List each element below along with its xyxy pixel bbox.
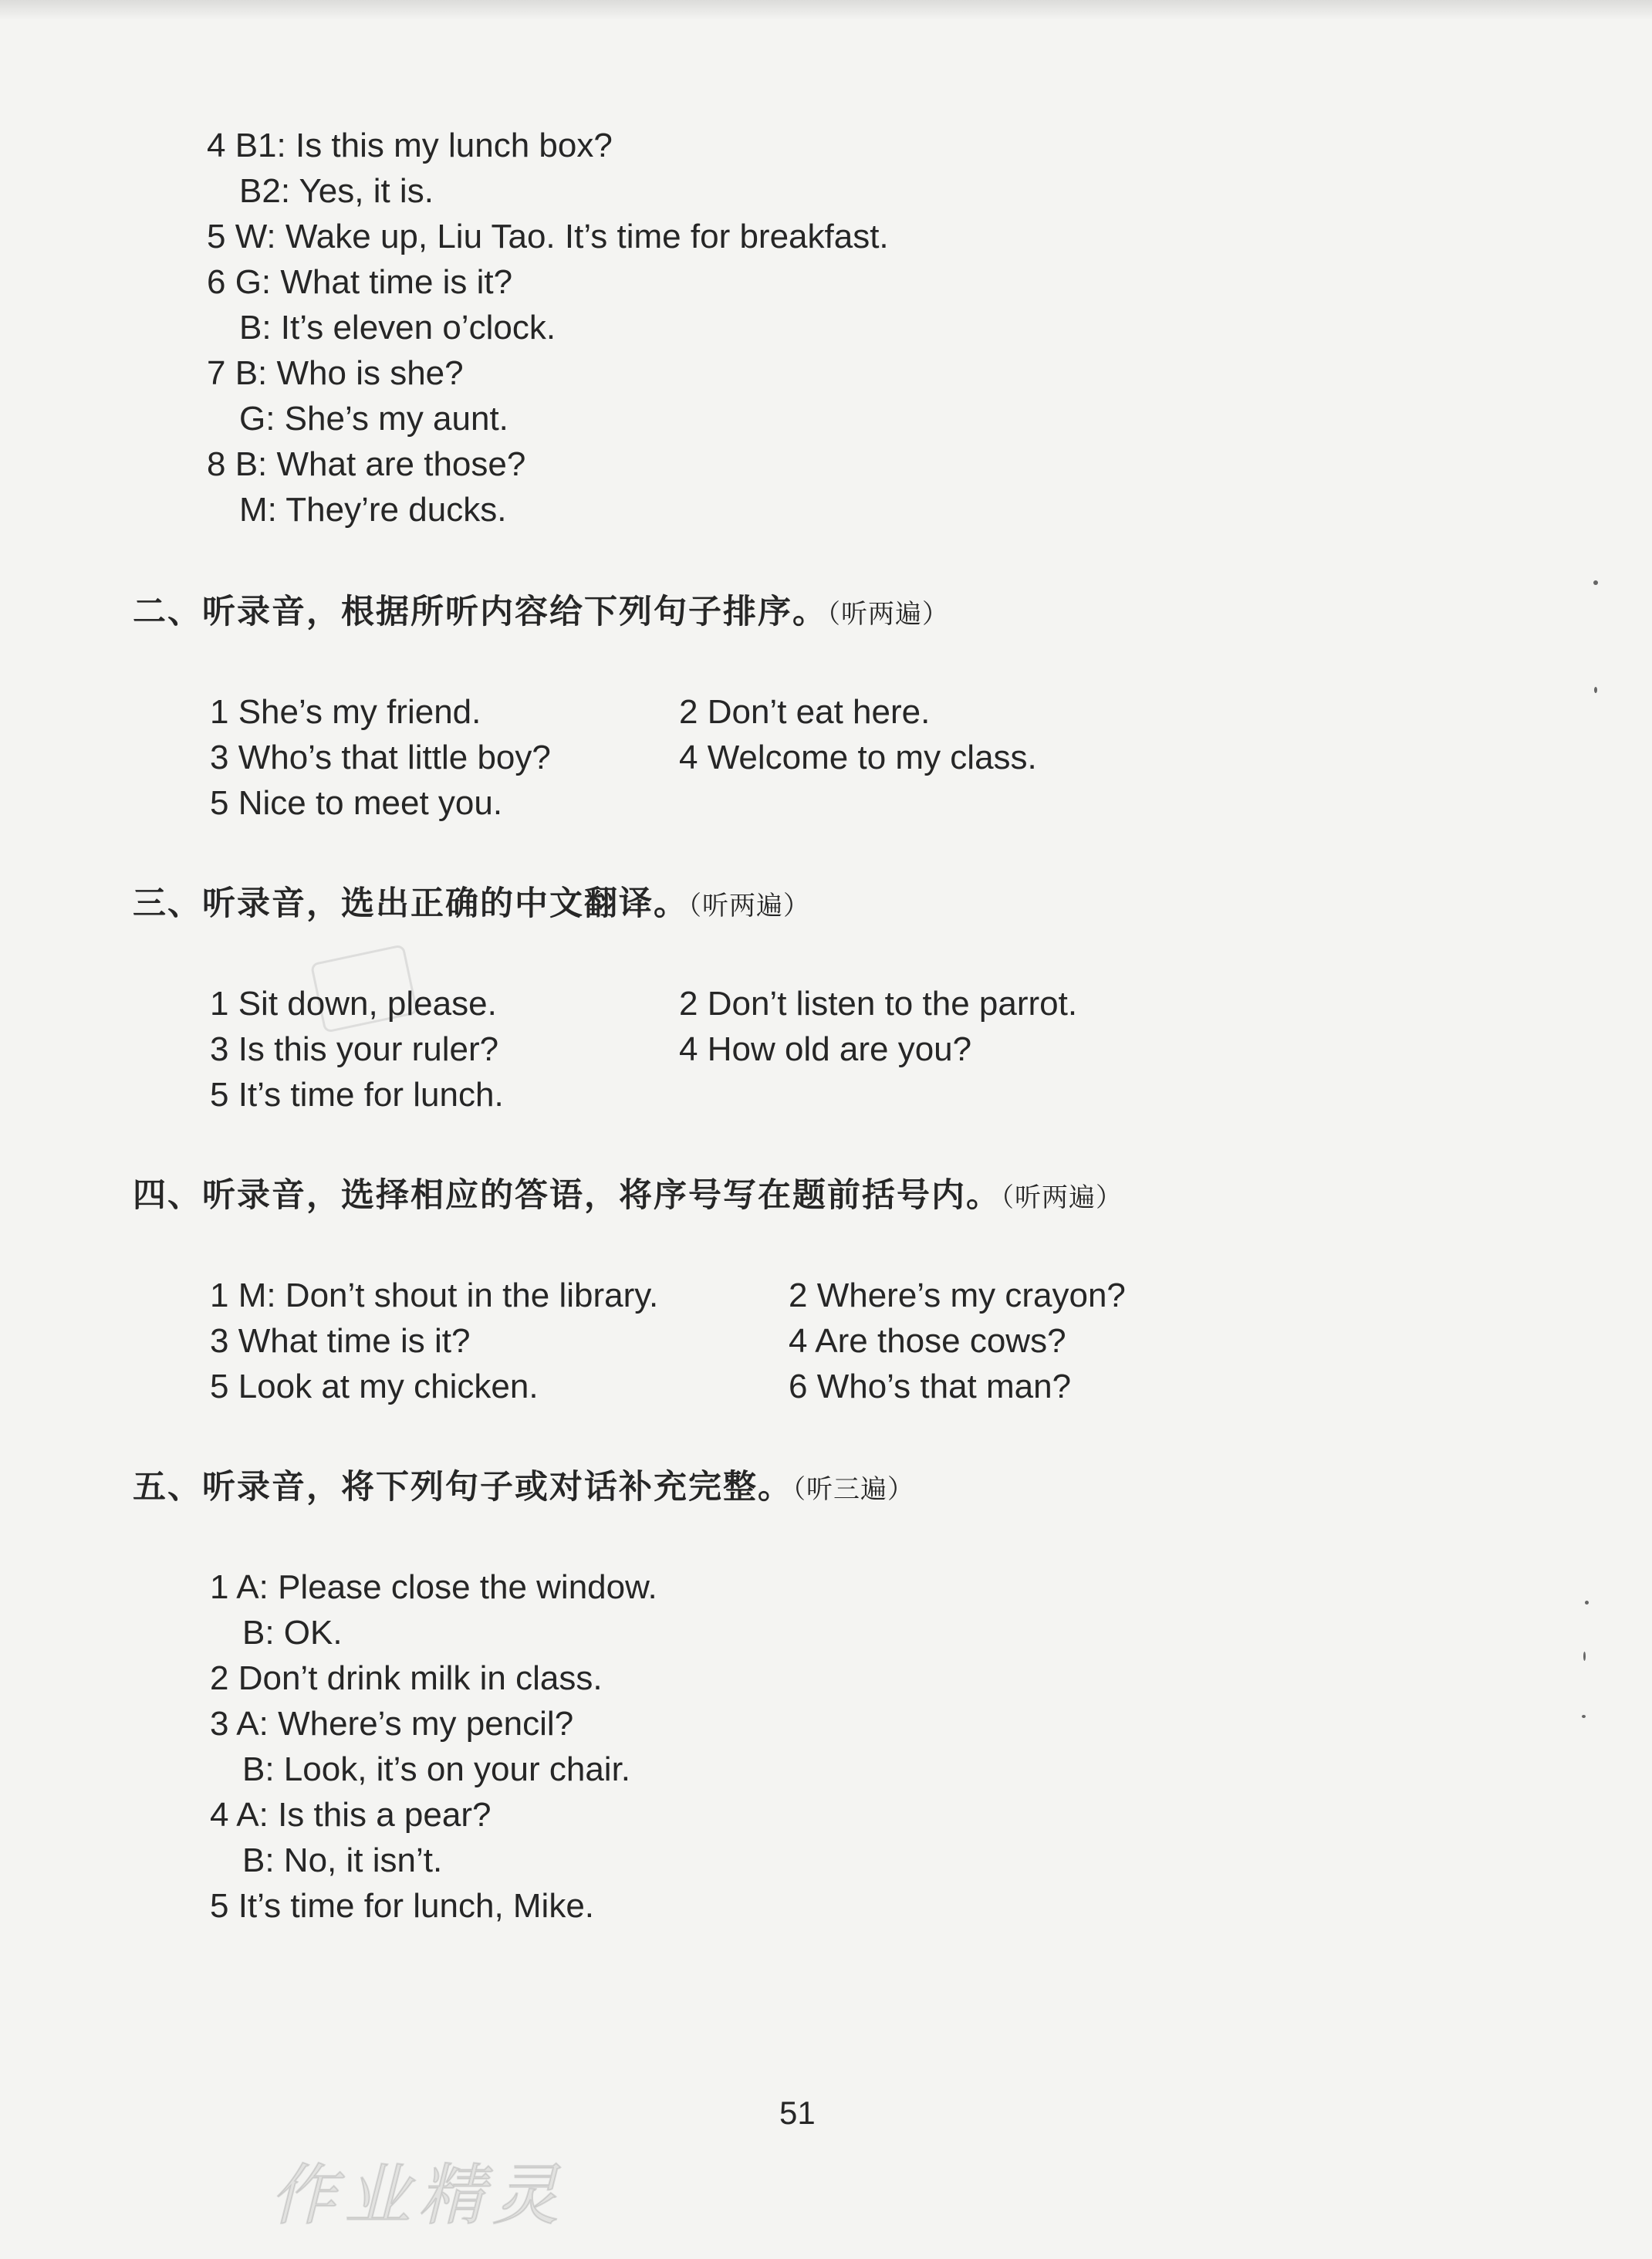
sentence-item: 2 Don’t eat here.	[679, 693, 931, 731]
sentence-item: 1 M: Don’t shout in the library.	[210, 1277, 659, 1314]
section-4-note: （听两遍）	[1001, 1182, 1123, 1213]
scan-speck	[1585, 1601, 1589, 1605]
section-2-heading: 二、听录音，根据所听内容给下列句子排序。	[133, 593, 827, 631]
dialogue-line: M: They’re ducks.	[239, 491, 507, 529]
sentence-item: 5 It’s time for lunch.	[210, 1076, 504, 1114]
section-3-note: （听两遍）	[688, 891, 810, 922]
watermark-logo: 作业精灵	[270, 2157, 566, 2234]
dialogue-line: 1 A: Please close the window.	[210, 1568, 657, 1606]
sentence-item: 3 Who’s that little boy?	[210, 739, 551, 776]
scan-top-edge	[0, 0, 1652, 20]
section-5-note: （听三遍）	[792, 1474, 914, 1505]
dialogue-line: B: No, it isn’t.	[242, 1841, 443, 1879]
dialogue-line: 5 It’s time for lunch, Mike.	[210, 1887, 595, 1925]
section-5-title	[133, 1466, 914, 1511]
scan-speck	[1594, 687, 1597, 693]
dialogue-line: 4 B1: Is this my lunch box?	[207, 127, 613, 164]
scan-speck	[1593, 580, 1598, 585]
sentence-item: 2 Where’s my crayon?	[789, 1277, 1126, 1314]
dialogue-line: 6 G: What time is it?	[207, 263, 513, 301]
sentence-item: 5 Look at my chicken.	[210, 1368, 539, 1405]
scan-speck	[1582, 1715, 1586, 1718]
sentence-item: 3 What time is it?	[210, 1322, 471, 1360]
scan-speck	[1583, 1652, 1586, 1661]
dialogue-line: 5 W: Wake up, Liu Tao. It’s time for breakfast.	[207, 218, 889, 255]
section-3-title	[133, 882, 810, 928]
section-4-heading: 四、听录音，选择相应的答语，将序号写在题前括号内。	[133, 1176, 1001, 1215]
dialogue-line: G: She’s my aunt.	[239, 400, 508, 438]
dialogue-line: 3 A: Where’s my pencil?	[210, 1705, 574, 1743]
sentence-item: 6 Who’s that man?	[789, 1368, 1072, 1405]
dialogue-line: B: OK.	[242, 1614, 343, 1652]
sentence-item: 4 Are those cows?	[789, 1322, 1066, 1360]
sentence-item: 4 How old are you?	[679, 1030, 972, 1068]
sentence-item: 5 Nice to meet you.	[210, 784, 503, 822]
page-number: 51	[779, 2095, 816, 2131]
sentence-item: 2 Don’t listen to the parrot.	[679, 985, 1078, 1023]
dialogue-line: B: It’s eleven o’clock.	[239, 309, 556, 347]
section-4-title	[133, 1174, 1123, 1219]
section-3-heading: 三、听录音，选出正确的中文翻译。	[133, 884, 688, 923]
dialogue-line: 8 B: What are those?	[207, 445, 526, 483]
dialogue-line: B: Look, it’s on your chair.	[242, 1750, 631, 1788]
sentence-item: 1 Sit down, please.	[210, 985, 497, 1023]
section-2-title	[133, 590, 949, 636]
sentence-item: 3 Is this your ruler?	[210, 1030, 499, 1068]
dialogue-line: 2 Don’t drink milk in class.	[210, 1659, 603, 1697]
dialogue-line: B2: Yes, it is.	[239, 172, 434, 210]
sentence-item: 1 She’s my friend.	[210, 693, 481, 731]
sentence-item: 4 Welcome to my class.	[679, 739, 1037, 776]
section-2-note: （听两遍）	[827, 599, 949, 630]
section-5-heading: 五、听录音，将下列句子或对话补充完整。	[133, 1468, 792, 1507]
dialogue-line: 4 A: Is this a pear?	[210, 1796, 492, 1834]
dialogue-line: 7 B: Who is she?	[207, 354, 464, 392]
